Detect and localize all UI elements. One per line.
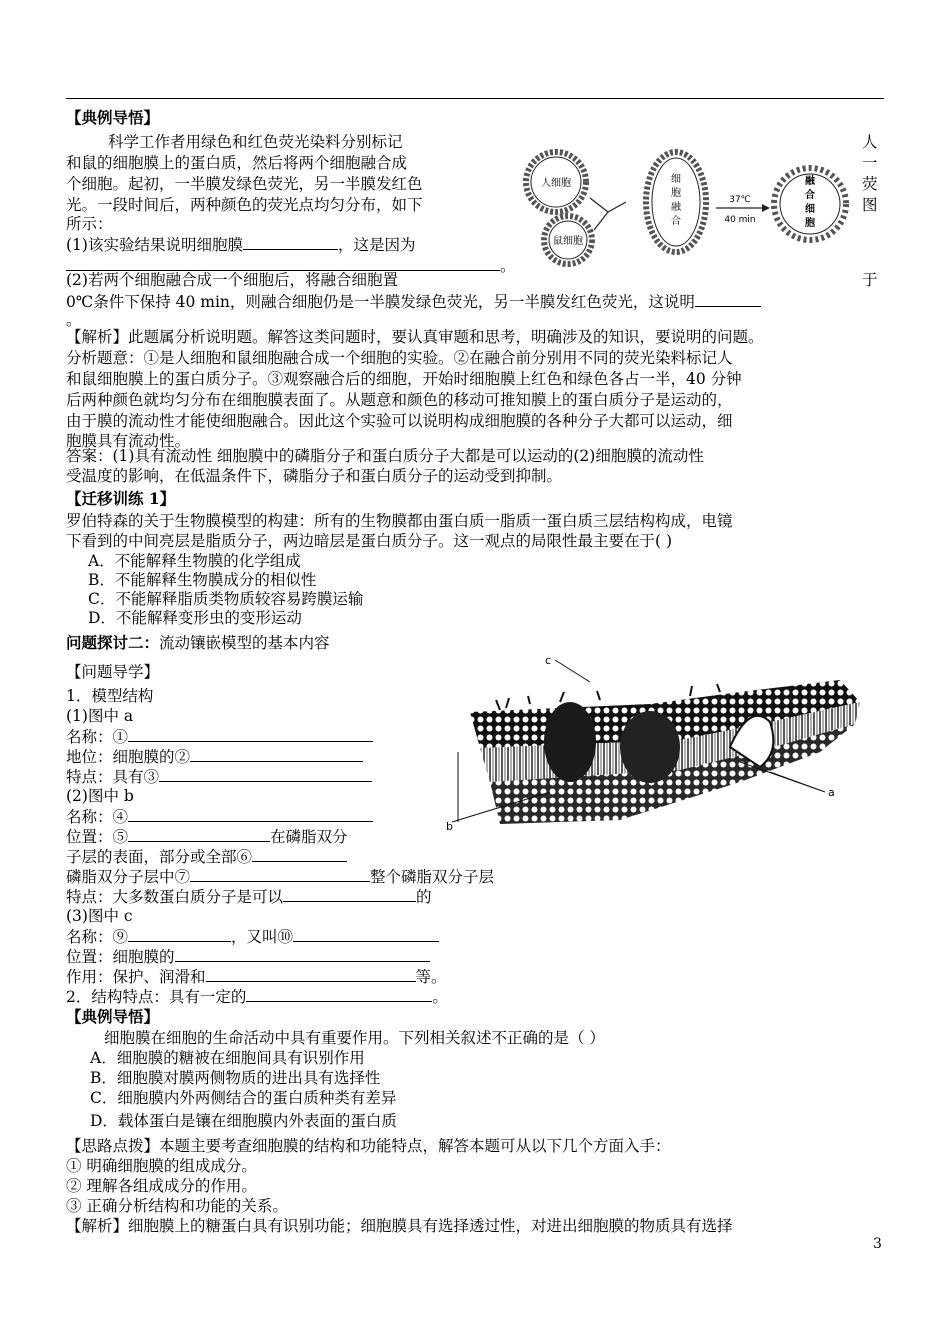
arrow-head xyxy=(762,204,770,212)
hint-line: 【思路点拨】本题主要考查细胞膜的结构和功能特点，解答本题可从以下几个方面入手： xyxy=(66,1137,671,1155)
topic2-heading-bold: 问题探讨二： xyxy=(66,633,160,652)
fused-label: 融合细胞 xyxy=(805,176,815,229)
item-c-heading: (3)图中 c xyxy=(66,907,133,925)
item-b-position-3 xyxy=(66,866,494,888)
label: 子层的表面，部分或全部⑥ xyxy=(66,848,253,866)
item-a-name xyxy=(66,726,373,748)
example1-line: 所示： xyxy=(66,215,113,233)
example2-option-c: C．细胞膜内外两侧结合的蛋白质种类有差异 xyxy=(90,1089,397,1107)
label: 作用：保护、润滑和 xyxy=(66,968,206,986)
example1-line: 个细胞。起初，一半膜发绿色荧光，另一半膜发红色 xyxy=(66,175,423,193)
answer-blank[interactable] xyxy=(246,986,432,1002)
label: 的 xyxy=(416,888,432,906)
answer-blank[interactable] xyxy=(206,966,416,982)
question-2-line1: (2)若两个细胞融合成一个细胞后，将融合细胞置 xyxy=(66,271,398,289)
hint-item: ③ 正确分析结构和功能的关系。 xyxy=(66,1197,288,1215)
label: 磷脂双分子层中⑦ xyxy=(66,868,191,886)
item-c-position xyxy=(66,946,430,968)
item-c-function xyxy=(66,966,447,988)
topic2-heading-rest: 流动镶嵌模型的基本内容 xyxy=(159,634,330,652)
example2-heading: 【典例导悟】 xyxy=(66,1007,160,1026)
label: 位置：细胞膜的 xyxy=(66,948,175,966)
human-cell-label: 人细胞 xyxy=(541,178,571,189)
header-rule xyxy=(66,98,884,99)
cell-fusion-figure xyxy=(518,140,858,270)
label: 整个磷脂双分子层 xyxy=(370,868,495,886)
example1-heading: 【典例导悟】 xyxy=(66,108,160,127)
human-cell xyxy=(526,152,586,212)
analysis1-line: 由于膜的流动性才能使细胞融合。因此这个实验可以说明构成细胞膜的各种分子大都可以运动，细 xyxy=(66,412,733,430)
transfer1-stem: 罗伯特森的关于生物膜模型的构建：所有的生物膜都由蛋白质一脂质一蛋白质三层结构构成，电镜 xyxy=(66,512,733,530)
label: 等。 xyxy=(415,968,447,986)
answer-blank[interactable] xyxy=(128,806,373,822)
answer-line: 答案：(1)具有流动性 细胞膜中的磷脂分子和蛋白质分子大都是可以运动的(2)细胞膜的流动性 xyxy=(66,447,704,465)
example1-line: 光。一段时间后，两种颜色的荧光点均匀分布，如下 xyxy=(66,196,423,214)
guide-heading: 【问题导学】 xyxy=(66,663,160,681)
page-number: 3 xyxy=(873,1236,882,1252)
answer-blank[interactable] xyxy=(175,946,430,962)
option-d: D．不能解释变形虫的变形运动 xyxy=(88,609,302,627)
fluid-mosaic-figure xyxy=(440,652,865,832)
q1-mid: ，这是因为 xyxy=(337,236,416,254)
answer-blank[interactable] xyxy=(190,866,370,882)
label: ，又叫⑩ xyxy=(231,928,294,946)
question-2-line2 xyxy=(66,291,761,313)
label-a: a xyxy=(828,786,835,799)
label-b: b xyxy=(446,820,453,832)
label: 2．结构特点：具有一定的 xyxy=(66,988,247,1006)
answer-blank[interactable] xyxy=(128,926,231,942)
hint-item: ① 明确细胞膜的组成成分。 xyxy=(66,1157,257,1175)
label: 名称：⑨ xyxy=(66,928,129,946)
item-a-position xyxy=(66,746,363,768)
question-2-end: 。 xyxy=(66,311,82,329)
item-b-heading: (2)图中 b xyxy=(66,787,134,805)
fusing-cell xyxy=(646,152,706,252)
protein-molecule xyxy=(620,711,680,783)
answer-blank[interactable] xyxy=(293,926,439,942)
item-b-feature xyxy=(66,886,432,908)
answer-blank[interactable] xyxy=(159,766,372,782)
analysis1-line: 胞膜具有流动性。 xyxy=(66,432,191,450)
analysis1-line: 后两种颜色就均匀分布在细胞膜表面了。从题意和颜色的移动可推知膜上的蛋白质分子是运动的， xyxy=(66,391,733,409)
answer-blank[interactable] xyxy=(128,826,270,842)
analysis2-line: 【解析】细胞膜上的糖蛋白具有识别功能；细胞膜具有选择透过性，对进出细胞膜的物质具有选择 xyxy=(66,1217,733,1235)
label: 。 xyxy=(432,988,448,1006)
label: 名称：① xyxy=(66,728,129,746)
answer-blank[interactable] xyxy=(252,846,347,862)
item-c-name xyxy=(66,926,439,948)
answer-blank[interactable] xyxy=(66,255,500,271)
label: 地位：细胞膜的② xyxy=(66,748,191,766)
protein-molecule xyxy=(544,702,596,782)
example2-option-b: B．细胞膜对膜两侧物质的进出具有选择性 xyxy=(90,1069,381,1087)
fused-cell xyxy=(774,168,846,240)
option-a: A．不能解释生物膜的化学组成 xyxy=(88,552,301,570)
option-b: B．不能解释生物膜成分的相似性 xyxy=(88,571,317,589)
side-char: 荧 xyxy=(862,175,878,193)
q2-line2: 0℃条件下保持 40 min，则融合细胞仍是一半膜发绿色荧光，另一半膜发红色荧光，这说明 xyxy=(66,293,695,311)
q1-end: 。 xyxy=(500,257,516,275)
example2-option-d: D．载体蛋白是镶在细胞膜内外表面的蛋白质 xyxy=(90,1112,397,1130)
label: 特点：大多数蛋白质分子是可以 xyxy=(66,888,284,906)
analysis1-line: 【解析】此题属分析说明题。解答这类问题时，要认真审题和思考，明确涉及的知识，要说明的问题。 xyxy=(66,328,764,346)
side-char: 图 xyxy=(862,196,878,214)
hint-item: ② 理解各组成成分的作用。 xyxy=(66,1177,257,1195)
topic2-heading xyxy=(66,632,330,654)
time-label: 40 min xyxy=(724,215,756,225)
answer-blank[interactable] xyxy=(695,291,761,307)
example1-line: 科学工作者用绿色和红色荧光染料分别标记 xyxy=(108,133,403,151)
answer-blank[interactable] xyxy=(190,746,363,762)
fusing-label: 细胞融合 xyxy=(671,174,681,227)
label-line-c xyxy=(555,660,590,682)
question-1 xyxy=(66,234,415,256)
answer-blank[interactable] xyxy=(128,726,373,742)
option-c: C．不能解释脂质类物质较容易跨膜运输 xyxy=(88,590,364,608)
analysis1-line: 分析题意：①是人细胞和鼠细胞融合成一个细胞的实验。②在融合前分别用不同的荧光染料标记人 xyxy=(66,349,733,367)
answer-blank[interactable] xyxy=(243,234,338,250)
item-b-position-2 xyxy=(66,846,347,868)
example1-line: 和鼠的细胞膜上的蛋白质，然后将两个细胞融合成 xyxy=(66,154,408,172)
label: 特点：具有③ xyxy=(66,768,160,786)
example2-option-a: A．细胞膜的糖被在细胞间具有识别作用 xyxy=(90,1049,365,1067)
section-1: 1．模型结构 xyxy=(66,687,154,705)
label: 名称：④ xyxy=(66,808,129,826)
label-c: c xyxy=(545,654,552,667)
side-char: 一 xyxy=(862,154,878,172)
item-b-position xyxy=(66,826,348,848)
item-a-feature xyxy=(66,766,372,788)
answer-blank[interactable] xyxy=(283,886,416,902)
analysis1-line: 和鼠细胞膜上的蛋白质分子。③观察融合后的细胞，开始时细胞膜上红色和绿色各占一半，40 分钟 xyxy=(66,370,742,388)
answer-line: 受温度的影响，在低温条件下，磷脂分子和蛋白质分子的运动受到抑制。 xyxy=(66,467,563,485)
transfer1-heading: 【迁移训练 1】 xyxy=(66,489,176,508)
side-char: 于 xyxy=(862,271,878,289)
label: 位置：⑤ xyxy=(66,828,129,846)
label: 在磷脂双分 xyxy=(270,828,348,846)
q1-text: (1)该实验结果说明细胞膜 xyxy=(66,236,243,254)
item-b-name xyxy=(66,806,373,828)
side-char: 人 xyxy=(862,133,878,151)
merge-lines xyxy=(590,198,626,230)
item-a-heading: (1)图中 a xyxy=(66,707,134,725)
section-2 xyxy=(66,986,448,1008)
example2-stem: 细胞膜在细胞的生命活动中具有重要作用。下列相关叙述不正确的是（ ） xyxy=(104,1029,605,1047)
temp-label: 37℃ xyxy=(729,195,751,205)
mouse-cell xyxy=(544,216,592,264)
mouse-cell-label: 鼠细胞 xyxy=(553,236,583,247)
transfer1-stem: 下看到的中间亮层是脂质分子，两边暗层是蛋白质分子。这一观点的局限性最主要在于( ) xyxy=(66,532,673,550)
